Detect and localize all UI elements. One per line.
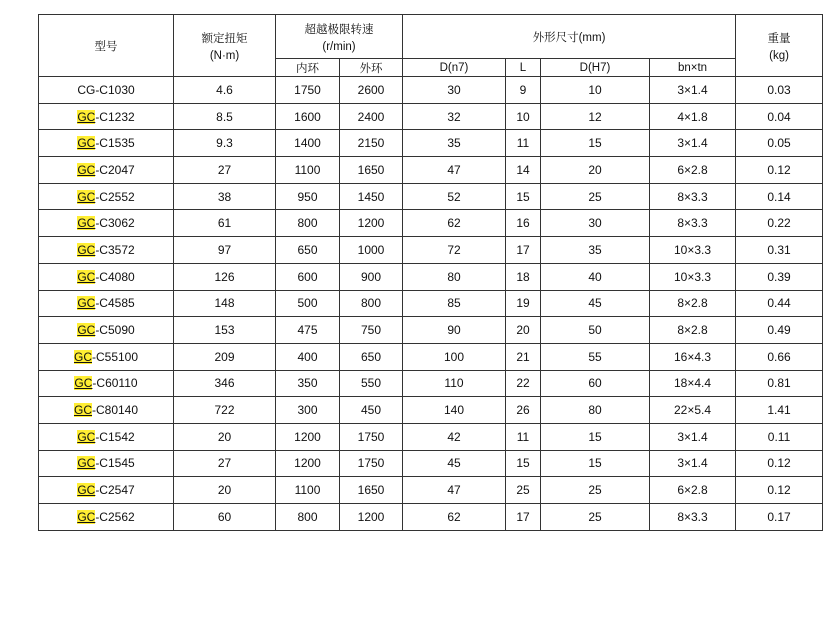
cell-l: 11 bbox=[506, 130, 541, 157]
cell-weight: 0.12 bbox=[736, 157, 823, 184]
cell-model bbox=[39, 450, 174, 477]
cell-d-h7: 35 bbox=[541, 237, 650, 264]
cell-torque: 346 bbox=[174, 370, 276, 397]
cell-weight: 0.11 bbox=[736, 423, 823, 450]
cell-model bbox=[39, 343, 174, 370]
table-row bbox=[39, 157, 823, 184]
cell-torque: 209 bbox=[174, 343, 276, 370]
cell-speed-inner: 1200 bbox=[276, 450, 340, 477]
cell-bn-tn: 22×5.4 bbox=[650, 397, 736, 424]
cell-torque: 20 bbox=[174, 477, 276, 504]
cell-torque: 126 bbox=[174, 263, 276, 290]
table-row bbox=[39, 343, 823, 370]
cell-speed-inner: 1200 bbox=[276, 423, 340, 450]
cell-model bbox=[39, 237, 174, 264]
cell-speed-inner: 475 bbox=[276, 317, 340, 344]
cell-weight: 0.22 bbox=[736, 210, 823, 237]
cell-weight: 0.04 bbox=[736, 103, 823, 130]
cell-weight: 0.31 bbox=[736, 237, 823, 264]
cell-bn-tn: 16×4.3 bbox=[650, 343, 736, 370]
cell-model bbox=[39, 103, 174, 130]
cell-speed-outer: 650 bbox=[340, 343, 403, 370]
cell-torque: 38 bbox=[174, 183, 276, 210]
cell-d-n7: 85 bbox=[403, 290, 506, 317]
cell-l: 19 bbox=[506, 290, 541, 317]
cell-d-n7: 30 bbox=[403, 77, 506, 104]
model-prefix: GC bbox=[77, 109, 96, 124]
cell-bn-tn: 4×1.8 bbox=[650, 103, 736, 130]
cell-bn-tn: 6×2.8 bbox=[650, 157, 736, 184]
model-suffix: -C3572 bbox=[95, 242, 135, 257]
table-body bbox=[39, 77, 823, 531]
cell-speed-inner: 1100 bbox=[276, 157, 340, 184]
cell-d-n7: 90 bbox=[403, 317, 506, 344]
cell-bn-tn: 3×1.4 bbox=[650, 77, 736, 104]
cell-d-h7: 12 bbox=[541, 103, 650, 130]
table-row bbox=[39, 504, 823, 531]
cell-l: 22 bbox=[506, 370, 541, 397]
model-suffix: -C2547 bbox=[95, 483, 135, 498]
cell-d-h7: 60 bbox=[541, 370, 650, 397]
model-suffix: -C4585 bbox=[95, 296, 135, 311]
cell-l: 10 bbox=[506, 103, 541, 130]
model-prefix: GC bbox=[77, 483, 96, 498]
model-prefix: GC bbox=[77, 136, 96, 151]
cell-torque: 27 bbox=[174, 450, 276, 477]
model-suffix: -C55100 bbox=[91, 349, 139, 364]
cell-d-n7: 80 bbox=[403, 263, 506, 290]
table-row bbox=[39, 290, 823, 317]
cell-bn-tn: 18×4.4 bbox=[650, 370, 736, 397]
cell-torque: 61 bbox=[174, 210, 276, 237]
cell-d-h7: 80 bbox=[541, 397, 650, 424]
cell-bn-tn: 8×3.3 bbox=[650, 504, 736, 531]
header-dim-d-h7: D(H7) bbox=[541, 59, 650, 77]
cell-speed-outer: 450 bbox=[340, 397, 403, 424]
cell-model bbox=[39, 423, 174, 450]
table-row bbox=[39, 423, 823, 450]
table-row bbox=[39, 237, 823, 264]
cell-model bbox=[39, 317, 174, 344]
model-prefix: GC bbox=[74, 376, 93, 391]
cell-d-n7: 47 bbox=[403, 477, 506, 504]
cell-torque: 60 bbox=[174, 504, 276, 531]
cell-speed-outer: 1450 bbox=[340, 183, 403, 210]
cell-speed-outer: 2600 bbox=[340, 77, 403, 104]
cell-d-h7: 15 bbox=[541, 423, 650, 450]
cell-model bbox=[39, 77, 174, 104]
cell-weight: 1.41 bbox=[736, 397, 823, 424]
cell-model bbox=[39, 130, 174, 157]
cell-l: 17 bbox=[506, 504, 541, 531]
cell-speed-inner: 800 bbox=[276, 504, 340, 531]
model-prefix: GC bbox=[73, 349, 92, 364]
cell-torque: 9.3 bbox=[174, 130, 276, 157]
cell-l: 21 bbox=[506, 343, 541, 370]
cell-d-n7: 100 bbox=[403, 343, 506, 370]
cell-l: 26 bbox=[506, 397, 541, 424]
cell-d-h7: 50 bbox=[541, 317, 650, 344]
header-speed-inner: 内环 bbox=[276, 59, 340, 77]
cell-bn-tn: 3×1.4 bbox=[650, 130, 736, 157]
model-prefix: GC bbox=[77, 456, 96, 471]
cell-d-n7: 47 bbox=[403, 157, 506, 184]
cell-bn-tn: 3×1.4 bbox=[650, 423, 736, 450]
cell-model bbox=[39, 397, 174, 424]
cell-speed-outer: 1750 bbox=[340, 423, 403, 450]
cell-speed-inner: 1400 bbox=[276, 130, 340, 157]
cell-speed-outer: 550 bbox=[340, 370, 403, 397]
cell-model bbox=[39, 183, 174, 210]
cell-weight: 0.44 bbox=[736, 290, 823, 317]
model-prefix: CG bbox=[77, 82, 96, 97]
cell-d-n7: 35 bbox=[403, 130, 506, 157]
cell-d-n7: 42 bbox=[403, 423, 506, 450]
cell-d-h7: 30 bbox=[541, 210, 650, 237]
cell-model bbox=[39, 290, 174, 317]
cell-speed-inner: 1750 bbox=[276, 77, 340, 104]
cell-d-n7: 62 bbox=[403, 210, 506, 237]
model-suffix: -C60110 bbox=[92, 376, 138, 391]
cell-bn-tn: 10×3.3 bbox=[650, 237, 736, 264]
header-weight: 重量 (kg) bbox=[736, 15, 823, 77]
cell-speed-inner: 800 bbox=[276, 210, 340, 237]
header-dim-bn-tn: bn×tn bbox=[650, 59, 736, 77]
cell-speed-inner: 350 bbox=[276, 370, 340, 397]
cell-d-h7: 25 bbox=[541, 504, 650, 531]
header-weight-unit: (kg) bbox=[769, 49, 789, 62]
header-torque: 额定扭矩 (N·m) bbox=[174, 15, 276, 77]
cell-d-n7: 140 bbox=[403, 397, 506, 424]
cell-torque: 148 bbox=[174, 290, 276, 317]
cell-d-h7: 15 bbox=[541, 130, 650, 157]
cell-l: 17 bbox=[506, 237, 541, 264]
cell-d-h7: 55 bbox=[541, 343, 650, 370]
model-prefix: GC bbox=[77, 323, 96, 338]
cell-torque: 8.5 bbox=[174, 103, 276, 130]
header-dim-d-n7: D(n7) bbox=[403, 59, 506, 77]
cell-speed-inner: 950 bbox=[276, 183, 340, 210]
table-row bbox=[39, 263, 823, 290]
spec-table bbox=[38, 14, 823, 531]
cell-torque: 153 bbox=[174, 317, 276, 344]
cell-speed-outer: 800 bbox=[340, 290, 403, 317]
cell-torque: 4.6 bbox=[174, 77, 276, 104]
cell-speed-outer: 900 bbox=[340, 263, 403, 290]
cell-d-n7: 32 bbox=[403, 103, 506, 130]
table-row bbox=[39, 317, 823, 344]
model-suffix: -C80140 bbox=[91, 403, 139, 418]
model-prefix: GC bbox=[77, 296, 96, 311]
model-suffix: -C1535 bbox=[95, 136, 135, 151]
cell-torque: 20 bbox=[174, 423, 276, 450]
cell-model bbox=[39, 210, 174, 237]
cell-speed-outer: 750 bbox=[340, 317, 403, 344]
cell-speed-inner: 600 bbox=[276, 263, 340, 290]
cell-weight: 0.66 bbox=[736, 343, 823, 370]
table-row bbox=[39, 130, 823, 157]
table-row bbox=[39, 183, 823, 210]
cell-l: 15 bbox=[506, 450, 541, 477]
cell-d-n7: 52 bbox=[403, 183, 506, 210]
model-suffix: -C3062 bbox=[95, 216, 135, 231]
model-prefix: GC bbox=[77, 162, 96, 177]
cell-l: 20 bbox=[506, 317, 541, 344]
cell-model bbox=[39, 504, 174, 531]
model-suffix: -C2552 bbox=[95, 189, 135, 204]
cell-d-h7: 25 bbox=[541, 477, 650, 504]
cell-d-h7: 10 bbox=[541, 77, 650, 104]
cell-speed-inner: 1600 bbox=[276, 103, 340, 130]
cell-speed-inner: 500 bbox=[276, 290, 340, 317]
header-speed-outer: 外环 bbox=[340, 59, 403, 77]
model-suffix: -C1232 bbox=[95, 109, 135, 124]
model-suffix: -C4080 bbox=[95, 269, 135, 284]
cell-torque: 97 bbox=[174, 237, 276, 264]
table-row bbox=[39, 450, 823, 477]
cell-l: 18 bbox=[506, 263, 541, 290]
cell-weight: 0.39 bbox=[736, 263, 823, 290]
cell-weight: 0.05 bbox=[736, 130, 823, 157]
cell-speed-inner: 650 bbox=[276, 237, 340, 264]
cell-model bbox=[39, 157, 174, 184]
cell-d-n7: 110 bbox=[403, 370, 506, 397]
model-prefix: GC bbox=[77, 216, 96, 231]
cell-speed-inner: 300 bbox=[276, 397, 340, 424]
cell-model bbox=[39, 370, 174, 397]
cell-speed-outer: 1750 bbox=[340, 450, 403, 477]
model-suffix: -C1542 bbox=[95, 429, 135, 444]
cell-d-h7: 45 bbox=[541, 290, 650, 317]
cell-d-n7: 72 bbox=[403, 237, 506, 264]
cell-model bbox=[39, 263, 174, 290]
cell-model bbox=[39, 477, 174, 504]
cell-speed-inner: 1100 bbox=[276, 477, 340, 504]
cell-weight: 0.03 bbox=[736, 77, 823, 104]
cell-l: 16 bbox=[506, 210, 541, 237]
cell-bn-tn: 8×2.8 bbox=[650, 317, 736, 344]
cell-weight: 0.81 bbox=[736, 370, 823, 397]
cell-l: 15 bbox=[506, 183, 541, 210]
table-row bbox=[39, 77, 823, 104]
cell-speed-outer: 1650 bbox=[340, 477, 403, 504]
header-torque-unit: (N·m) bbox=[209, 49, 240, 62]
cell-speed-outer: 2400 bbox=[340, 103, 403, 130]
cell-d-h7: 20 bbox=[541, 157, 650, 184]
table-row bbox=[39, 210, 823, 237]
model-prefix: GC bbox=[73, 403, 92, 418]
cell-bn-tn: 6×2.8 bbox=[650, 477, 736, 504]
cell-d-n7: 45 bbox=[403, 450, 506, 477]
cell-weight: 0.12 bbox=[736, 450, 823, 477]
cell-bn-tn: 10×3.3 bbox=[650, 263, 736, 290]
cell-weight: 0.14 bbox=[736, 183, 823, 210]
cell-speed-outer: 1650 bbox=[340, 157, 403, 184]
cell-torque: 27 bbox=[174, 157, 276, 184]
cell-d-n7: 62 bbox=[403, 504, 506, 531]
model-prefix: GC bbox=[77, 242, 96, 257]
cell-bn-tn: 8×2.8 bbox=[650, 290, 736, 317]
header-speed: 超越极限转速 (r/min) bbox=[276, 15, 403, 59]
cell-d-h7: 25 bbox=[541, 183, 650, 210]
model-suffix: -C1030 bbox=[95, 82, 135, 97]
cell-speed-outer: 1200 bbox=[340, 504, 403, 531]
table-row bbox=[39, 370, 823, 397]
model-prefix: GC bbox=[77, 269, 96, 284]
cell-bn-tn: 3×1.4 bbox=[650, 450, 736, 477]
cell-speed-outer: 2150 bbox=[340, 130, 403, 157]
header-speed-unit: (r/min) bbox=[322, 40, 356, 53]
cell-l: 25 bbox=[506, 477, 541, 504]
header-dim-l: L bbox=[506, 59, 541, 77]
cell-d-h7: 15 bbox=[541, 450, 650, 477]
cell-weight: 0.49 bbox=[736, 317, 823, 344]
cell-speed-inner: 400 bbox=[276, 343, 340, 370]
model-suffix: -C5090 bbox=[95, 323, 135, 338]
cell-bn-tn: 8×3.3 bbox=[650, 210, 736, 237]
cell-d-h7: 40 bbox=[541, 263, 650, 290]
cell-weight: 0.17 bbox=[736, 504, 823, 531]
model-prefix: GC bbox=[77, 429, 96, 444]
cell-bn-tn: 8×3.3 bbox=[650, 183, 736, 210]
cell-weight: 0.12 bbox=[736, 477, 823, 504]
table-row bbox=[39, 397, 823, 424]
header-model: 型号 bbox=[39, 15, 174, 77]
cell-torque: 722 bbox=[174, 397, 276, 424]
model-suffix: -C2562 bbox=[95, 509, 135, 524]
header-dims: 外形尺寸(mm) bbox=[403, 15, 736, 59]
model-prefix: GC bbox=[77, 189, 96, 204]
cell-l: 11 bbox=[506, 423, 541, 450]
cell-speed-outer: 1200 bbox=[340, 210, 403, 237]
cell-l: 14 bbox=[506, 157, 541, 184]
table-row bbox=[39, 103, 823, 130]
cell-speed-outer: 1000 bbox=[340, 237, 403, 264]
cell-l: 9 bbox=[506, 77, 541, 104]
model-suffix: -C2047 bbox=[95, 162, 135, 177]
model-prefix: GC bbox=[77, 509, 96, 524]
model-suffix: -C1545 bbox=[95, 456, 135, 471]
table-row bbox=[39, 477, 823, 504]
table-header bbox=[39, 15, 823, 77]
